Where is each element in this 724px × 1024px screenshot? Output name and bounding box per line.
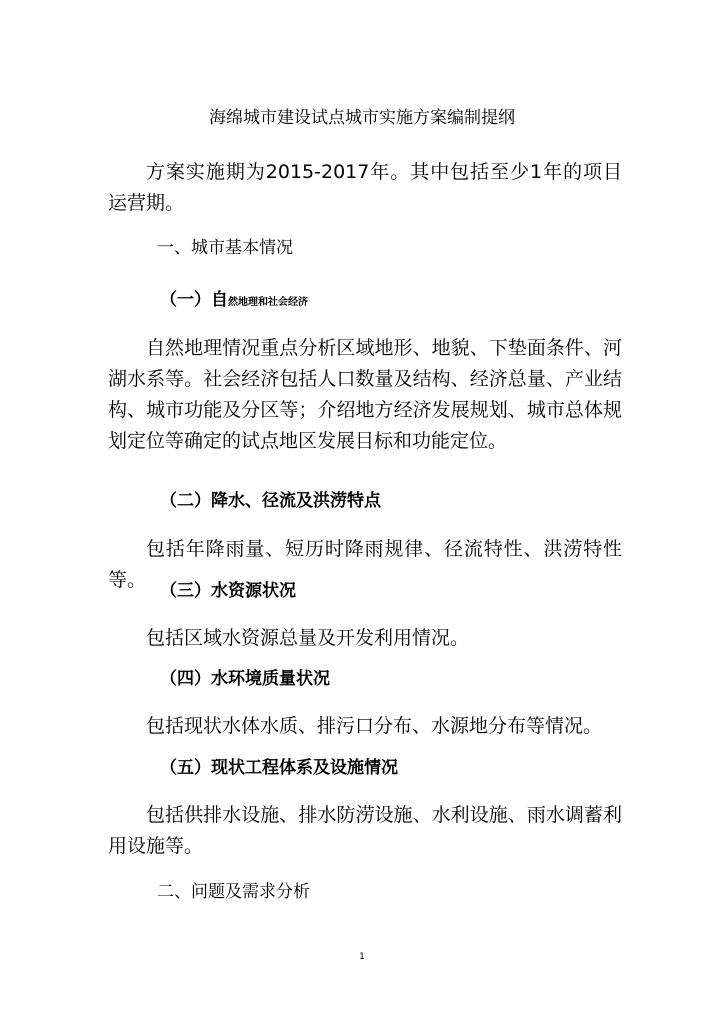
paragraph-water-environment: 包括现状水体水质、排污口分布、水源地分布等情况。 xyxy=(146,715,603,737)
subsection-heading-1 xyxy=(160,285,308,310)
page-number: 1 xyxy=(359,952,365,962)
subsection-heading-2: （二）降水、径流及洪涝特点 xyxy=(160,491,381,511)
section-heading-2: 二、问题及需求分析 xyxy=(157,882,310,902)
section-heading-1: 一、城市基本情况 xyxy=(157,238,293,258)
subsection-heading-1-small: 然地理和社会经济 xyxy=(228,297,308,308)
subsection-heading-4: （四）水环境质量状况 xyxy=(160,669,330,689)
paragraph-natural-social: 自然地理情况重点分析区域地形、地貌、下垫面条件、河湖水系等。社会经济包括人口数量及结构、经济总量、产业结构、城市功能及分区等；介绍地方经济发展规划、城市总体规划定位等确定的试点地区发展目标和功能定位。 xyxy=(108,337,622,452)
intro-paragraph: 方案实施期为2015-2017年。其中包括至少1年的项目运营期。 xyxy=(108,161,622,214)
subsection-heading-3: （三）水资源状况 xyxy=(160,581,296,601)
subsection-heading-1-large: （一）自 xyxy=(160,290,228,310)
document-title: 海绵城市建设试点城市实施方案编制提纲 xyxy=(209,108,515,128)
paragraph-water-resources: 包括区域水资源总量及开发利用情况。 xyxy=(146,627,470,649)
paragraph-precipitation: 包括年降雨量、短历时降雨规律、径流特性、洪涝特性等。 xyxy=(108,538,622,591)
paragraph-infrastructure: 包括供排水设施、排水防涝设施、水利设施、雨水调蓄利用设施等。 xyxy=(108,804,622,857)
subsection-heading-5: （五）现状工程体系及设施情况 xyxy=(160,758,398,778)
